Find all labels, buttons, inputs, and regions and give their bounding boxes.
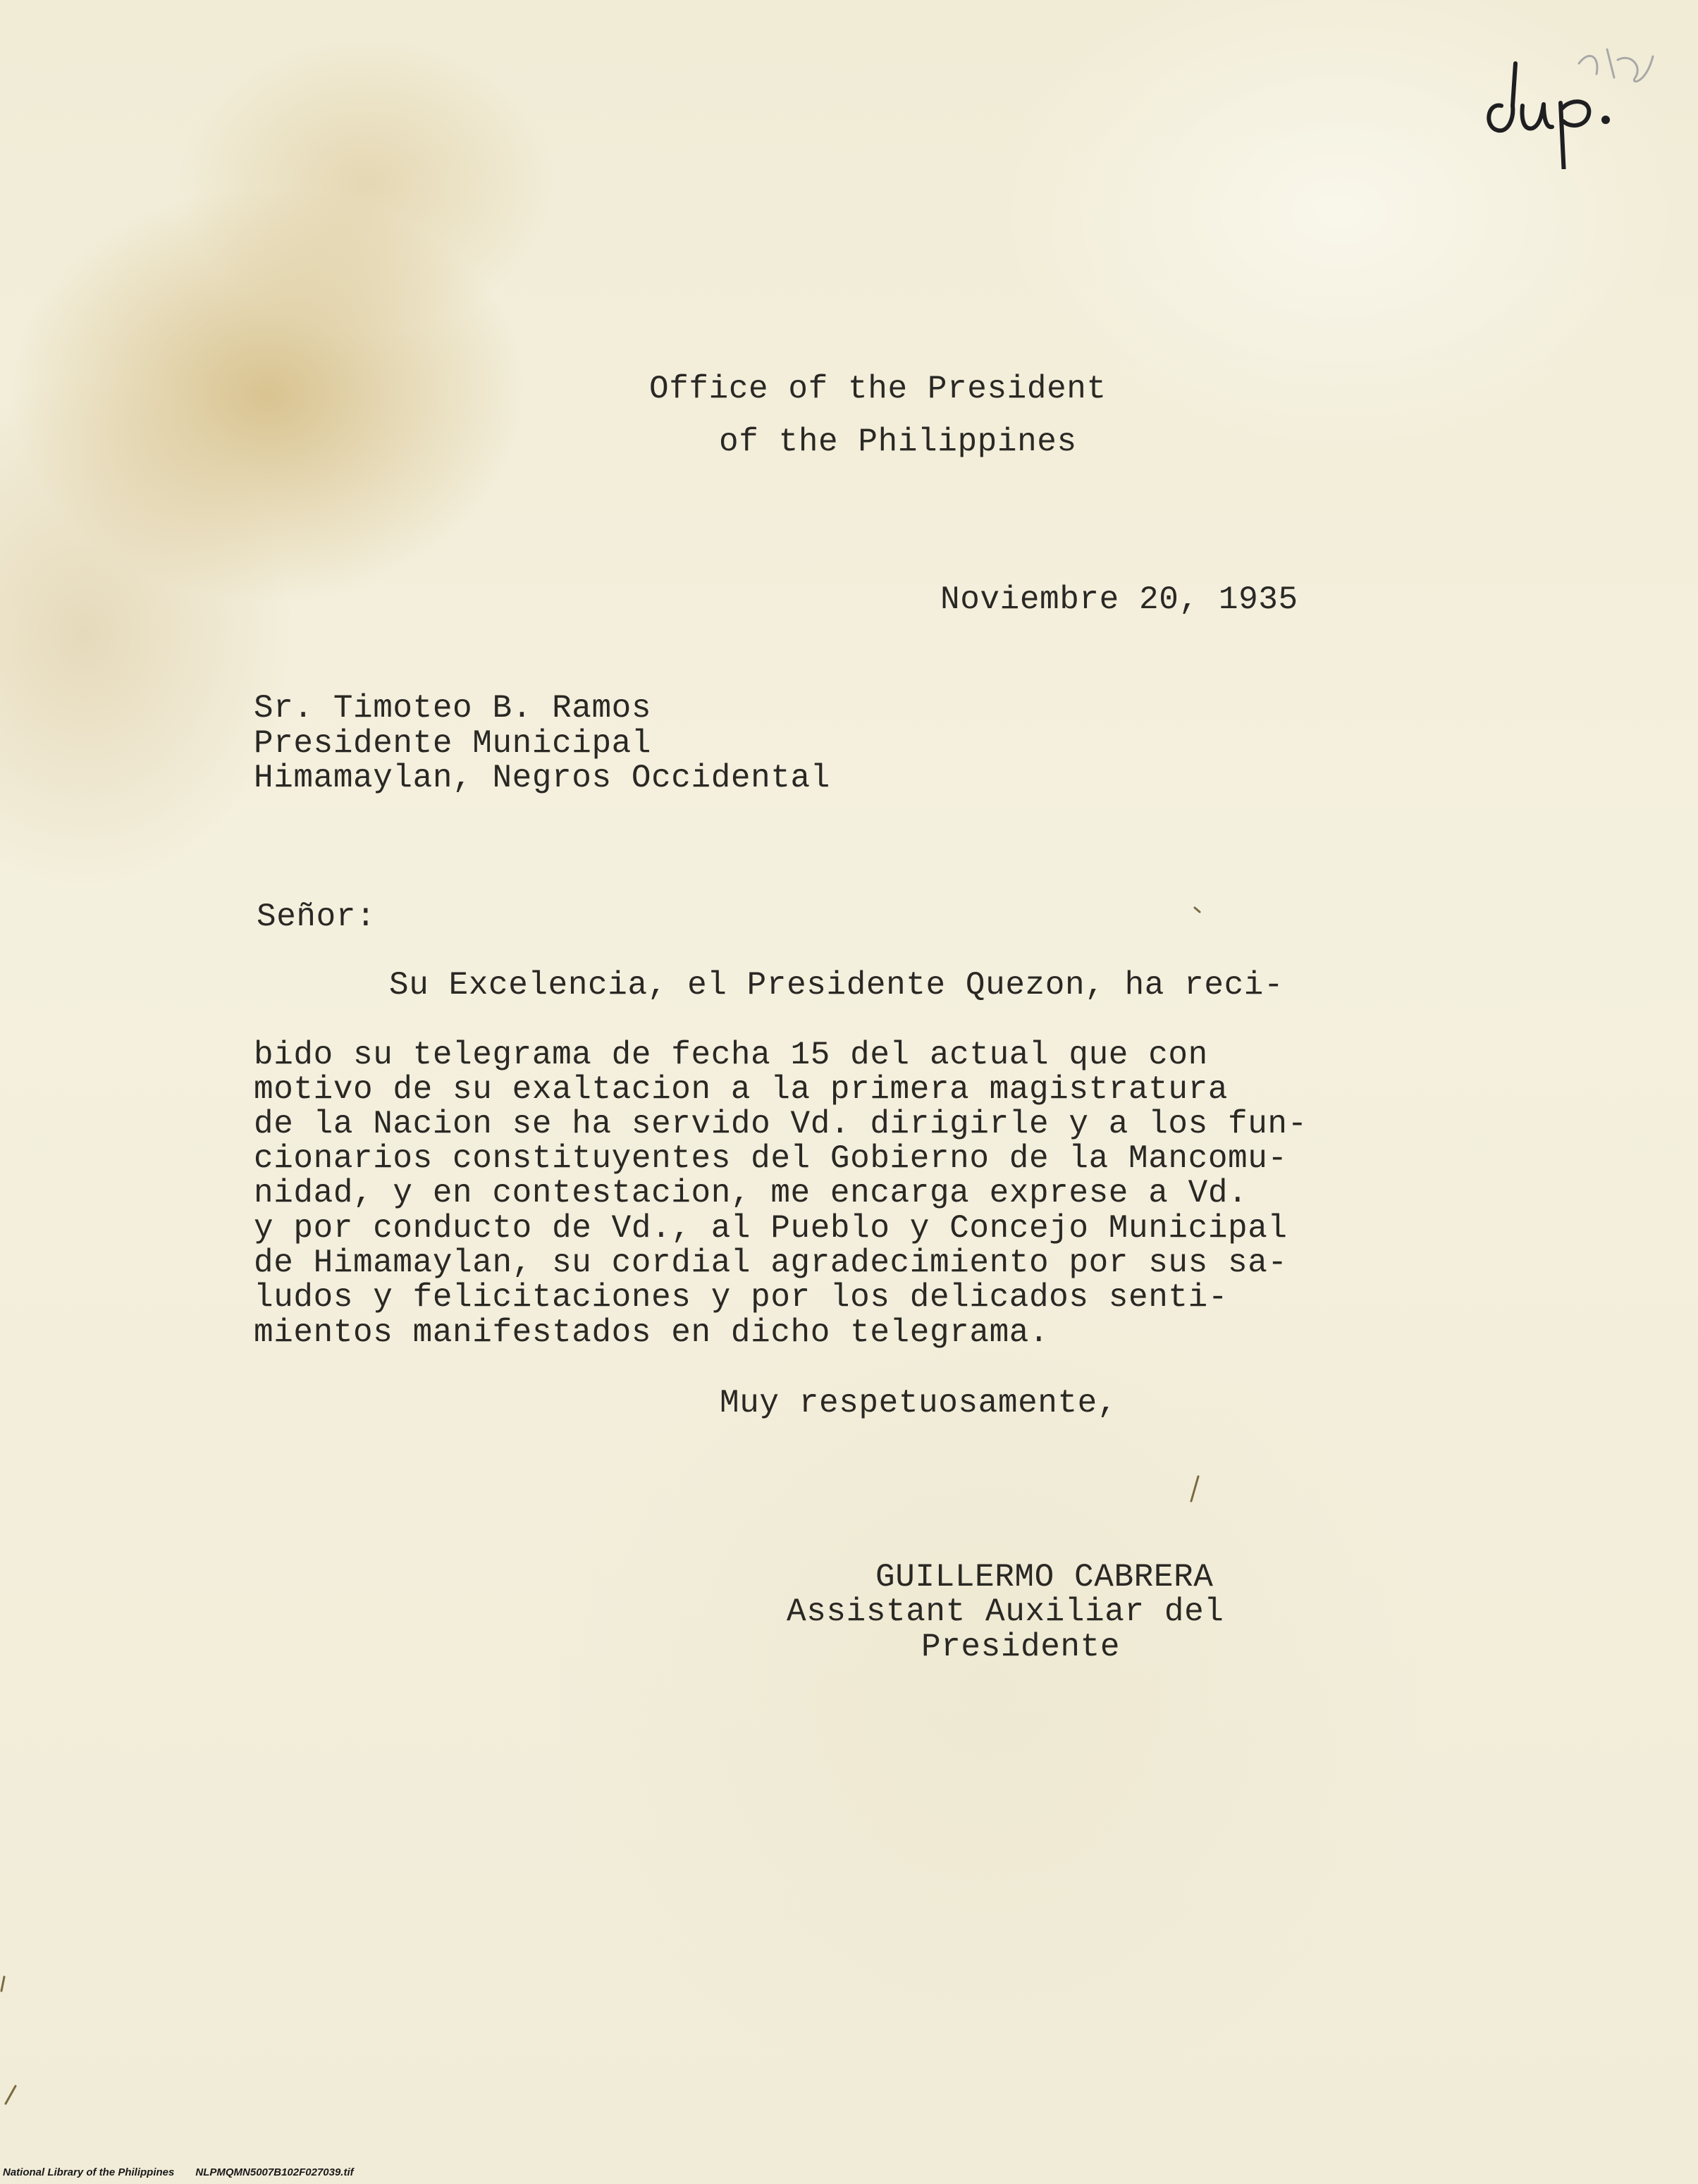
recipient-name: Sr. Timoteo B. Ramos (254, 690, 652, 727)
body-line: de la Nacion se ha servido Vd. dirigirle y a los fun- (254, 1106, 1308, 1142)
body-line: mientos manifestados en dicho telegrama. (254, 1314, 1050, 1351)
body-line: y por conducto de Vd., al Pueblo y Concejo Municipal (254, 1210, 1288, 1247)
letterhead-line-1: Office of the President (649, 371, 1107, 407)
body-line: Su Excelencia, el Presidente Quezon, ha reci- (389, 967, 1284, 1004)
handwritten-dup-note (1473, 35, 1671, 169)
letterhead-line-2: of the Philippines (719, 424, 1077, 460)
footer-institution: National Library of the Philippines (3, 2166, 175, 2178)
body-line: de Himamaylan, su cordial agradecimiento por sus sa- (254, 1245, 1288, 1281)
footer-filename: NLPMQMN5007B102F027039.tif (195, 2166, 354, 2178)
signatory-name: GUILLERMO CABRERA (875, 1559, 1214, 1596)
recipient-location: Himamaylan, Negros Occidental (254, 760, 830, 796)
signatory-title-line-2: Presidente (921, 1629, 1121, 1665)
closing: Muy respetuosamente, (720, 1385, 1118, 1421)
salutation: Señor: (257, 899, 376, 935)
body-line: nidad, y en contestacion, me encarga exprese a Vd. (254, 1175, 1248, 1211)
signatory-title-line-1: Assistant Auxiliar del (787, 1593, 1224, 1630)
body-line: bido su telegrama de fecha 15 del actual que con (254, 1037, 1208, 1073)
scan-footer (3, 2166, 354, 2178)
letter-date: Noviembre 20, 1935 (940, 581, 1298, 618)
body-line: motivo de su exaltacion a la primera magistratura (254, 1071, 1229, 1108)
recipient-title: Presidente Municipal (254, 725, 652, 762)
body-line: ludos y felicitaciones y por los delicados senti- (254, 1279, 1229, 1316)
body-line: cionarios constituyentes del Gobierno de la Mancomu- (254, 1140, 1288, 1177)
